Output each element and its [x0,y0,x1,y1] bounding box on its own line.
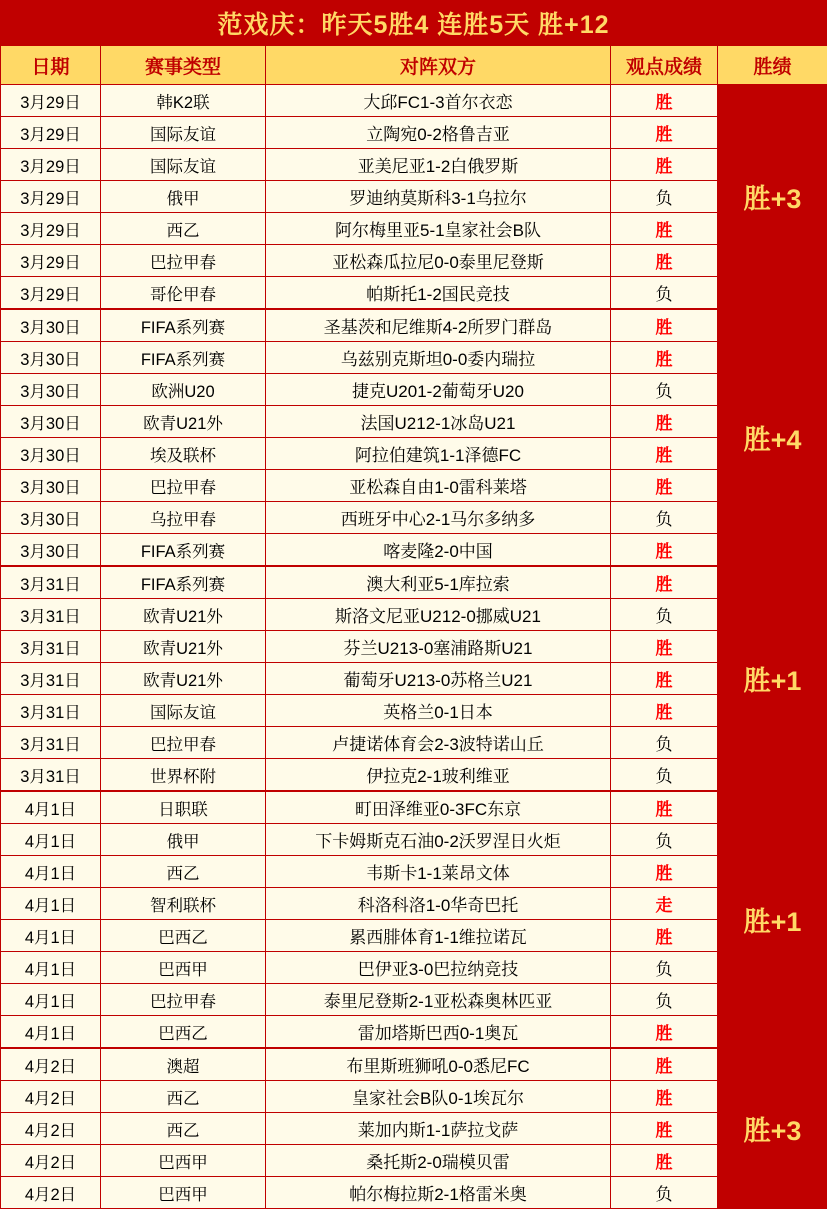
cell-match: 布里斯班狮吼0-0悉尼FC [266,1048,611,1081]
cell-league: 欧青U21外 [101,406,266,438]
cell-match: 雷加塔斯巴西0-1奥瓦 [266,1016,611,1049]
cell-match: 巴伊亚3-0巴拉纳竞技 [266,952,611,984]
cell-result: 负 [611,1177,718,1209]
cell-league: 国际友谊 [101,695,266,727]
cell-date: 3月29日 [1,149,101,181]
cell-result: 胜 [611,1048,718,1081]
header-streak: 胜绩 [718,46,827,85]
cell-result: 负 [611,727,718,759]
cell-date: 3月30日 [1,406,101,438]
cell-result: 胜 [611,1145,718,1177]
cell-match: 亚松森自由1-0雷科莱塔 [266,470,611,502]
cell-result: 胜 [611,470,718,502]
cell-match: 亚松森瓜拉尼0-0泰里尼登斯 [266,245,611,277]
match-results-table [0,45,827,1209]
cell-result: 负 [611,759,718,792]
cell-result: 走 [611,888,718,920]
cell-league: 国际友谊 [101,149,266,181]
cell-result: 胜 [611,149,718,181]
cell-date: 3月30日 [1,502,101,534]
table-row [1,695,827,727]
cell-match: 法国U212-1冰岛U21 [266,406,611,438]
cell-league: 巴拉甲春 [101,727,266,759]
cell-league: 国际友谊 [101,117,266,149]
cell-match: 皇家社会B队0-1埃瓦尔 [266,1081,611,1113]
cell-date: 3月31日 [1,695,101,727]
cell-match: 英格兰0-1日本 [266,695,611,727]
header-league: 赛事类型 [101,46,266,85]
cell-date: 4月1日 [1,856,101,888]
cell-result: 胜 [611,1081,718,1113]
cell-result: 负 [611,952,718,984]
table-row [1,1048,827,1081]
table-row [1,631,827,663]
table-row [1,1016,827,1049]
cell-date: 4月2日 [1,1048,101,1081]
cell-result: 胜 [611,856,718,888]
cell-match: 捷克U201-2葡萄牙U20 [266,374,611,406]
cell-date: 3月29日 [1,245,101,277]
cell-match: 圣基茨和尼维斯4-2所罗门群岛 [266,309,611,342]
table-row [1,342,827,374]
cell-result: 胜 [611,631,718,663]
cell-date: 3月31日 [1,566,101,599]
table-row [1,984,827,1016]
cell-league: 巴西乙 [101,1016,266,1049]
cell-result: 负 [611,824,718,856]
cell-date: 3月30日 [1,470,101,502]
table-row [1,213,827,245]
table-row [1,470,827,502]
cell-match: 澳大利亚5-1库拉索 [266,566,611,599]
cell-result: 胜 [611,85,718,117]
cell-league: FIFA系列赛 [101,342,266,374]
cell-result: 胜 [611,534,718,567]
cell-streak: 胜+3 [718,1048,827,1209]
cell-result: 胜 [611,213,718,245]
cell-date: 4月1日 [1,824,101,856]
table-row [1,824,827,856]
cell-result: 胜 [611,342,718,374]
cell-match: 帕尔梅拉斯2-1格雷米奥 [266,1177,611,1209]
cell-league: 欧青U21外 [101,599,266,631]
header-result: 观点成绩 [611,46,718,85]
cell-match: 韦斯卡1-1莱昂文体 [266,856,611,888]
table-row [1,566,827,599]
table-row [1,888,827,920]
cell-league: FIFA系列赛 [101,309,266,342]
cell-match: 喀麦隆2-0中国 [266,534,611,567]
table-row [1,406,827,438]
cell-match: 泰里尼登斯2-1亚松森奥林匹亚 [266,984,611,1016]
cell-match: 西班牙中心2-1马尔多纳多 [266,502,611,534]
table-row [1,1113,827,1145]
cell-match: 下卡姆斯克石油0-2沃罗涅日火炬 [266,824,611,856]
cell-match: 立陶宛0-2格鲁吉亚 [266,117,611,149]
cell-match: 芬兰U213-0塞浦路斯U21 [266,631,611,663]
cell-date: 4月1日 [1,888,101,920]
cell-match: 桑托斯2-0瑞模贝雷 [266,1145,611,1177]
cell-streak: 胜+3 [718,85,827,310]
cell-result: 负 [611,374,718,406]
cell-match: 科洛科洛1-0华奇巴托 [266,888,611,920]
table-row [1,1145,827,1177]
cell-league: 韩K2联 [101,85,266,117]
cell-league: 巴西甲 [101,952,266,984]
cell-result: 负 [611,984,718,1016]
cell-match: 卢捷诺体育会2-3波特诺山丘 [266,727,611,759]
cell-date: 4月1日 [1,920,101,952]
cell-result: 胜 [611,406,718,438]
cell-league: FIFA系列赛 [101,534,266,567]
cell-match: 阿拉伯建筑1-1泽德FC [266,438,611,470]
table-row [1,277,827,310]
cell-match: 町田泽维亚0-3FC东京 [266,791,611,824]
header-date: 日期 [1,46,101,85]
cell-streak: 胜+4 [718,309,827,566]
cell-result: 胜 [611,695,718,727]
cell-result: 胜 [611,920,718,952]
cell-date: 4月1日 [1,984,101,1016]
table-body [1,85,827,1209]
table-row [1,85,827,117]
cell-result: 胜 [611,309,718,342]
table-header-row [1,46,827,85]
cell-match: 伊拉克2-1玻利维亚 [266,759,611,792]
cell-date: 4月2日 [1,1081,101,1113]
cell-league: 欧青U21外 [101,663,266,695]
cell-result: 胜 [611,791,718,824]
cell-result: 胜 [611,117,718,149]
cell-date: 3月30日 [1,534,101,567]
cell-date: 3月29日 [1,117,101,149]
cell-date: 4月2日 [1,1177,101,1209]
cell-league: 俄甲 [101,824,266,856]
table-row [1,856,827,888]
cell-date: 3月29日 [1,213,101,245]
cell-date: 4月1日 [1,952,101,984]
cell-match: 罗迪纳莫斯科3-1乌拉尔 [266,181,611,213]
table-row [1,117,827,149]
cell-date: 4月2日 [1,1145,101,1177]
cell-date: 3月29日 [1,181,101,213]
cell-streak: 胜+1 [718,566,827,791]
cell-date: 3月31日 [1,727,101,759]
table-row [1,181,827,213]
cell-league: 西乙 [101,1113,266,1145]
cell-date: 3月30日 [1,438,101,470]
header-match: 对阵双方 [266,46,611,85]
cell-match: 乌兹别克斯坦0-0委内瑞拉 [266,342,611,374]
cell-date: 4月1日 [1,791,101,824]
table-row [1,1081,827,1113]
cell-match: 葡萄牙U213-0苏格兰U21 [266,663,611,695]
cell-league: 欧青U21外 [101,631,266,663]
cell-match: 阿尔梅里亚5-1皇家社会B队 [266,213,611,245]
cell-league: 欧洲U20 [101,374,266,406]
table-row [1,502,827,534]
table-row [1,438,827,470]
table-row [1,1177,827,1209]
cell-result: 负 [611,277,718,310]
cell-league: 巴西乙 [101,920,266,952]
cell-league: FIFA系列赛 [101,566,266,599]
cell-result: 胜 [611,1113,718,1145]
cell-match: 莱加内斯1-1萨拉戈萨 [266,1113,611,1145]
cell-league: 日职联 [101,791,266,824]
cell-league: 西乙 [101,213,266,245]
cell-result: 胜 [611,566,718,599]
table-row [1,759,827,792]
cell-date: 3月30日 [1,309,101,342]
cell-result: 胜 [611,438,718,470]
cell-league: 智利联杯 [101,888,266,920]
cell-date: 3月29日 [1,85,101,117]
cell-league: 巴西甲 [101,1177,266,1209]
cell-league: 世界杯附 [101,759,266,792]
cell-league: 巴拉甲春 [101,984,266,1016]
cell-date: 3月30日 [1,374,101,406]
cell-match: 斯洛文尼亚U212-0挪威U21 [266,599,611,631]
cell-league: 澳超 [101,1048,266,1081]
cell-league: 巴西甲 [101,1145,266,1177]
table-header [1,46,827,85]
table-row [1,727,827,759]
table-row [1,920,827,952]
page-title: 范戏庆：昨天5胜4 连胜5天 胜+12 [0,0,827,45]
cell-date: 3月29日 [1,277,101,310]
table-row [1,149,827,181]
cell-date: 3月31日 [1,663,101,695]
cell-date: 3月31日 [1,759,101,792]
table-row [1,663,827,695]
cell-date: 3月31日 [1,599,101,631]
cell-date: 3月30日 [1,342,101,374]
cell-result: 负 [611,599,718,631]
cell-streak: 胜+1 [718,791,827,1048]
table-row [1,791,827,824]
cell-league: 西乙 [101,856,266,888]
table-row [1,952,827,984]
cell-result: 负 [611,502,718,534]
cell-result: 胜 [611,245,718,277]
cell-result: 胜 [611,1016,718,1049]
cell-date: 3月31日 [1,631,101,663]
table-row [1,534,827,567]
cell-league: 西乙 [101,1081,266,1113]
cell-date: 4月2日 [1,1113,101,1145]
cell-league: 巴拉甲春 [101,245,266,277]
cell-league: 俄甲 [101,181,266,213]
cell-result: 负 [611,181,718,213]
cell-league: 乌拉甲春 [101,502,266,534]
cell-match: 亚美尼亚1-2白俄罗斯 [266,149,611,181]
cell-match: 帕斯托1-2国民竞技 [266,277,611,310]
table-row [1,599,827,631]
cell-result: 胜 [611,663,718,695]
cell-league: 哥伦甲春 [101,277,266,310]
table-row [1,374,827,406]
cell-league: 埃及联杯 [101,438,266,470]
cell-match: 大邱FC1-3首尔衣恋 [266,85,611,117]
cell-league: 巴拉甲春 [101,470,266,502]
cell-date: 4月1日 [1,1016,101,1049]
table-row [1,245,827,277]
table-row [1,309,827,342]
cell-match: 累西腓体育1-1维拉诺瓦 [266,920,611,952]
